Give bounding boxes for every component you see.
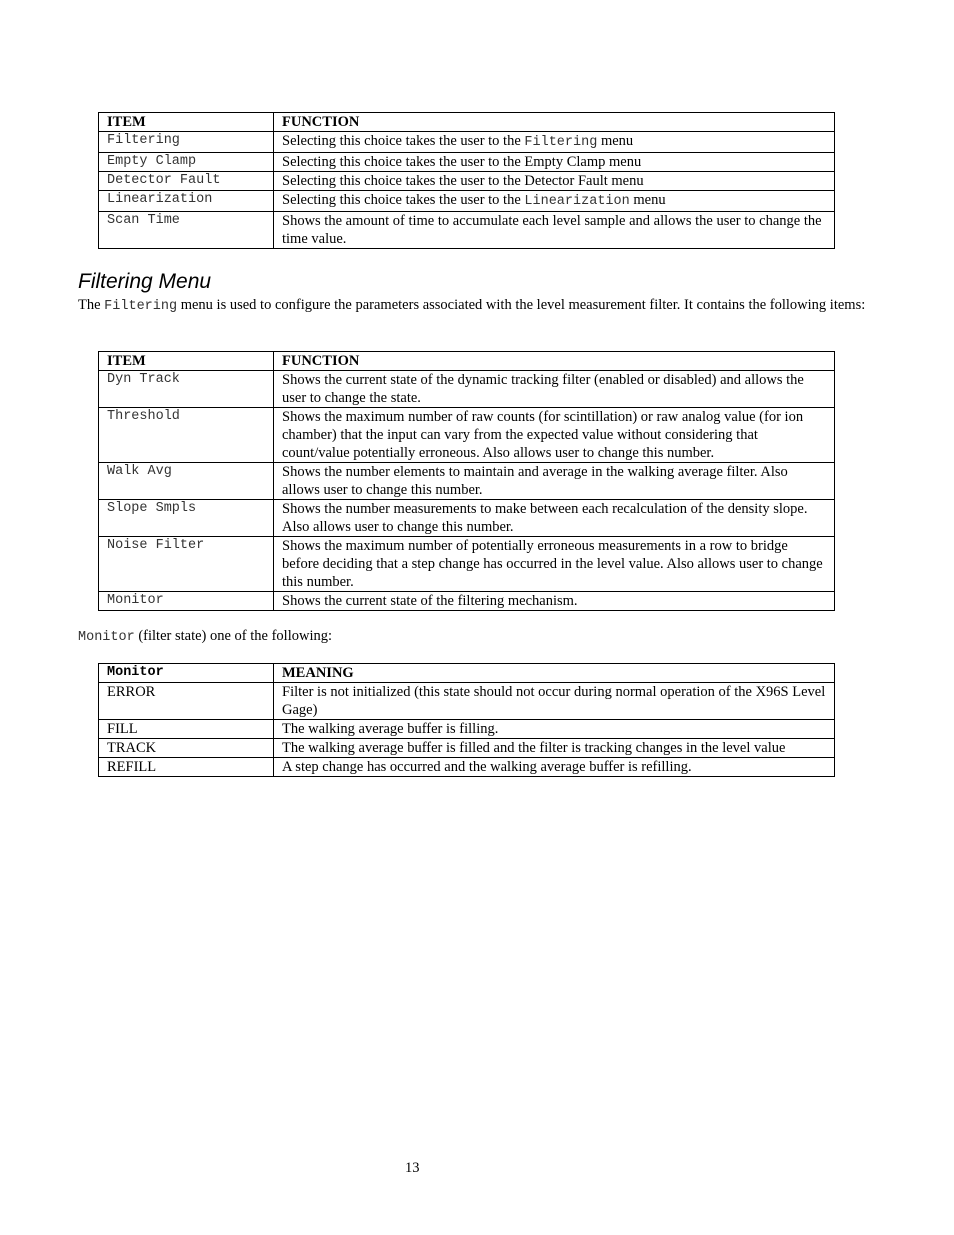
table-row — [99, 463, 835, 500]
function-text: Selecting this choice takes the user to the — [282, 133, 525, 149]
intro-text: The — [78, 297, 105, 313]
intro-text: menu is used to configure the parameters associated with the level measurement filter. It contains the following items: — [177, 297, 866, 313]
page-number: 13 — [405, 1160, 420, 1176]
function-cell: Shows the maximum number of raw counts (for scintillation) or raw analog value (for ion chamber) that the input can vary from the expected value without considering that count/value potentially erroneous. Also allows user to change this number. — [274, 408, 835, 463]
state-cell: ERROR — [99, 683, 274, 720]
state-cell: TRACK — [99, 739, 274, 758]
table-header-row — [99, 113, 835, 132]
header-item: ITEM — [99, 352, 274, 371]
function-cell: Shows the amount of time to accumulate each level sample and allows the user to change the time value. — [274, 212, 835, 249]
menu-items-table — [98, 112, 835, 249]
item-cell: Scan Time — [99, 212, 274, 249]
item-cell: Walk Avg — [99, 463, 274, 500]
item-cell: Noise Filter — [99, 537, 274, 592]
monitor-states-table — [98, 663, 835, 777]
header-item: ITEM — [99, 113, 274, 132]
function-cell — [274, 132, 835, 153]
monitor-text: (filter state) one of the following: — [134, 628, 333, 644]
table-row — [99, 683, 835, 720]
item-cell: Slope Smpls — [99, 500, 274, 537]
item-cell: Detector Fault — [99, 172, 274, 191]
table-row — [99, 191, 835, 212]
table-row — [99, 592, 835, 611]
item-cell: Dyn Track — [99, 371, 274, 408]
item-cell: Threshold — [99, 408, 274, 463]
function-code: Filtering — [524, 135, 598, 150]
item-cell: Empty Clamp — [99, 153, 274, 172]
state-cell: FILL — [99, 720, 274, 739]
table-row — [99, 537, 835, 592]
function-cell: Shows the current state of the dynamic tracking filter (enabled or disabled) and allows the user to change the state. — [274, 371, 835, 408]
table-row — [99, 132, 835, 153]
intro-code: Filtering — [104, 299, 178, 314]
header-monitor: Monitor — [99, 664, 274, 683]
monitor-note — [78, 627, 898, 647]
header-function: FUNCTION — [274, 113, 835, 132]
meaning-cell: The walking average buffer is filled and the filter is tracking changes in the level value — [274, 739, 835, 758]
function-text: menu — [629, 192, 666, 208]
meaning-cell: The walking average buffer is filling. — [274, 720, 835, 739]
table-row — [99, 371, 835, 408]
meaning-cell: A step change has occurred and the walking average buffer is refilling. — [274, 758, 835, 777]
function-cell: Shows the maximum number of potentially erroneous measurements in a row to bridge before deciding that a step change has occurred in the level value. Also allows user to change this number. — [274, 537, 835, 592]
header-meaning: MEANING — [274, 664, 835, 683]
function-cell: Selecting this choice takes the user to the Empty Clamp menu — [274, 153, 835, 172]
section-heading: Filtering Menu — [78, 270, 212, 293]
table-row — [99, 408, 835, 463]
meaning-cell: Filter is not initialized (this state should not occur during normal operation of the X96S Level Gage) — [274, 683, 835, 720]
header-function: FUNCTION — [274, 352, 835, 371]
function-cell: Shows the current state of the filtering mechanism. — [274, 592, 835, 611]
state-cell: REFILL — [99, 758, 274, 777]
table-row — [99, 500, 835, 537]
filtering-menu-table — [98, 351, 835, 611]
function-cell: Selecting this choice takes the user to the Detector Fault menu — [274, 172, 835, 191]
function-text: menu — [597, 133, 634, 149]
table-row — [99, 720, 835, 739]
item-cell: Monitor — [99, 592, 274, 611]
function-cell — [274, 191, 835, 212]
item-cell: Linearization — [99, 191, 274, 212]
function-code: Linearization — [524, 194, 630, 209]
section-intro — [78, 296, 898, 316]
function-text: Selecting this choice takes the user to the — [282, 192, 525, 208]
table-row — [99, 739, 835, 758]
table-header-row — [99, 352, 835, 371]
monitor-code: Monitor — [78, 630, 135, 645]
table-row — [99, 172, 835, 191]
table-row — [99, 212, 835, 249]
function-cell: Shows the number elements to maintain and average in the walking average filter. Also allows user to change this number. — [274, 463, 835, 500]
table-header-row — [99, 664, 835, 683]
item-cell: Filtering — [99, 132, 274, 153]
function-cell: Shows the number measurements to make between each recalculation of the density slope. Also allows user to change this number. — [274, 500, 835, 537]
table-row — [99, 153, 835, 172]
table-row — [99, 758, 835, 777]
